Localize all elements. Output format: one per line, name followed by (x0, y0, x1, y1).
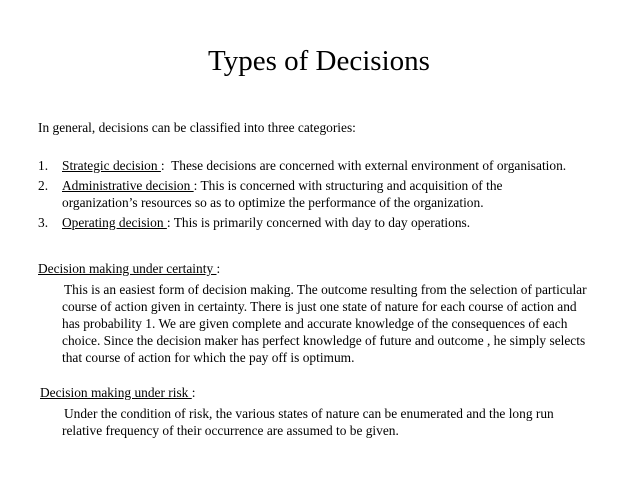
heading-separator: : (216, 261, 221, 276)
term-separator: : (166, 215, 171, 230)
term-separator: : (160, 158, 165, 173)
list-item-content (62, 214, 618, 231)
administrative-decision-term: Administrative decision (62, 178, 194, 193)
list-item-number: 1. (38, 158, 49, 173)
risk-section (40, 384, 620, 439)
list-item (38, 177, 618, 211)
certainty-heading: Decision making under certainty (38, 261, 217, 276)
certainty-paragraph (38, 281, 597, 366)
operating-decision-term: Operating decision (62, 215, 167, 230)
list-item (38, 157, 618, 174)
heading-separator: : (191, 385, 196, 400)
term-separator: : (193, 178, 198, 193)
intro-text: In general, decisions can be classified into three categories: (38, 120, 356, 135)
slide-title: Types of Decisions (208, 45, 430, 77)
list-item-content (62, 177, 618, 211)
categories-list (38, 157, 618, 234)
list-item-content (62, 157, 618, 174)
list-item-number: 3. (38, 215, 49, 230)
risk-body: Under the condition of risk, the various states of nature can be enumerated and the long run relative frequency of their occurrence are assumed to be given. (62, 406, 554, 438)
strategic-decision-term: Strategic decision (62, 158, 161, 173)
certainty-section (38, 260, 618, 366)
certainty-body: This is an easiest form of decision making. The outcome resulting from the selection of particular course of action given in certainty. There is just one state of nature for each course of action and has probability 1. We are given complete and accurate knowledge of the consequences of each choice. Since the decision maker has perfect knowledge of future and outcome , he simply selects that course of action for which the pay off is optimum. (62, 282, 587, 365)
risk-heading: Decision making under risk (40, 385, 192, 400)
administrative-decision-description: This is concerned with structuring and acquisition of the organization’s resources so as to optimize the performance of the organization. (62, 178, 506, 210)
strategic-decision-description: These decisions are concerned with external environment of organisation. (164, 158, 567, 173)
risk-paragraph (40, 405, 592, 439)
list-item-number: 2. (38, 178, 49, 193)
certainty-heading-line (38, 260, 618, 277)
list-item (38, 214, 618, 231)
risk-heading-line (40, 384, 620, 401)
operating-decision-description: This is primarily concerned with day to day operations. (170, 215, 471, 230)
